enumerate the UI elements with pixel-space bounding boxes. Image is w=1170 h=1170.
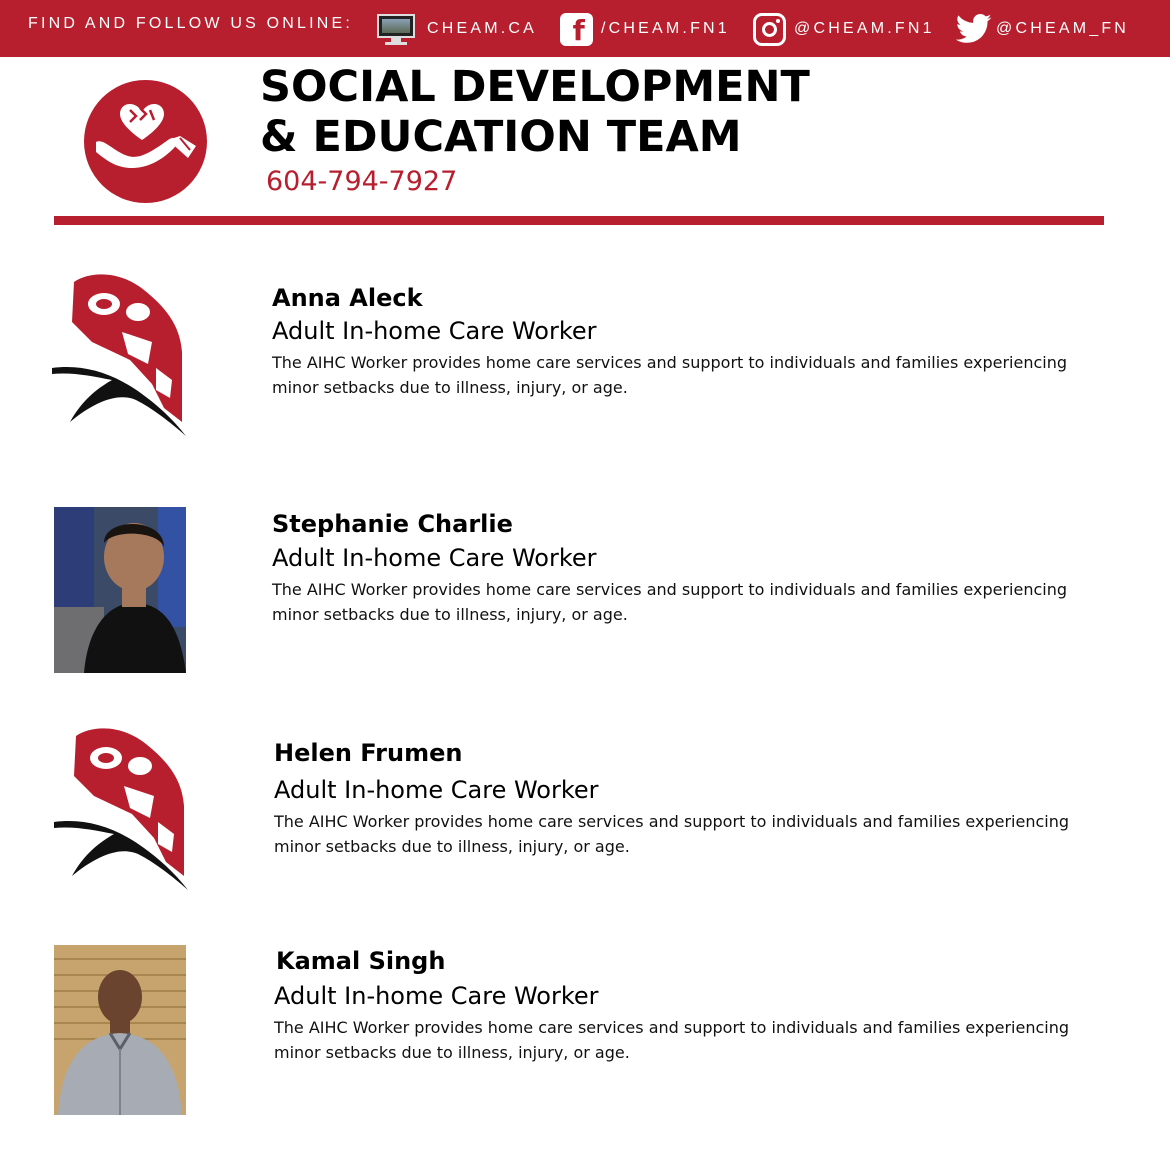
twitter-link-label: @CHEAM_FN [996, 20, 1130, 37]
staff-name: Helen Frumen [274, 739, 463, 767]
staff-role: Adult In-home Care Worker [272, 544, 597, 572]
twitter-link[interactable] [956, 9, 1129, 49]
staff-name: Kamal Singh [276, 947, 446, 975]
instagram-link-label: @CHEAM.FN1 [794, 20, 935, 37]
website-link[interactable] [377, 9, 537, 49]
social-banner [0, 0, 1170, 57]
staff-name: Stephanie Charlie [272, 510, 513, 538]
staff-description: The AIHC Worker provides home care services and support to individuals and families experiencing minor setbacks due to illness, injury, or age. [274, 812, 1070, 856]
facebook-link[interactable] [560, 9, 730, 49]
facebook-icon: f [560, 13, 593, 46]
header-divider [54, 216, 1104, 225]
heart-in-hand-icon [84, 80, 207, 203]
staff-description: The AIHC Worker provides home care services and support to individuals and families experiencing minor setbacks due to illness, injury, or age. [272, 580, 1068, 624]
facebook-link-label: /CHEAM.FN1 [601, 20, 730, 37]
staff-role: Adult In-home Care Worker [274, 776, 599, 804]
website-link-label: CHEAM.CA [427, 20, 538, 37]
formline-art-image [52, 272, 186, 438]
staff-photo [54, 507, 186, 673]
instagram-icon [753, 13, 786, 46]
staff-description: The AIHC Worker provides home care services and support to individuals and families experiencing minor setbacks due to illness, injury, or age. [272, 353, 1068, 397]
find-us-label: FIND AND FOLLOW US ONLINE: [28, 15, 354, 32]
staff-photo [54, 945, 186, 1115]
phone-number: 604-794-7927 [266, 166, 458, 197]
staff-description: The AIHC Worker provides home care services and support to individuals and families experiencing minor setbacks due to illness, injury, or age. [274, 1018, 1070, 1062]
monitor-icon [377, 12, 415, 46]
staff-role: Adult In-home Care Worker [272, 317, 597, 345]
twitter-icon [956, 14, 992, 44]
staff-name: Anna Aleck [272, 284, 423, 312]
page-title [260, 62, 810, 162]
formline-art-image [54, 726, 188, 892]
staff-role: Adult In-home Care Worker [274, 982, 599, 1010]
instagram-link[interactable] [753, 9, 935, 49]
page-title-line-2: & EDUCATION TEAM [260, 112, 742, 162]
page-title-line-1: SOCIAL DEVELOPMENT [260, 62, 810, 112]
